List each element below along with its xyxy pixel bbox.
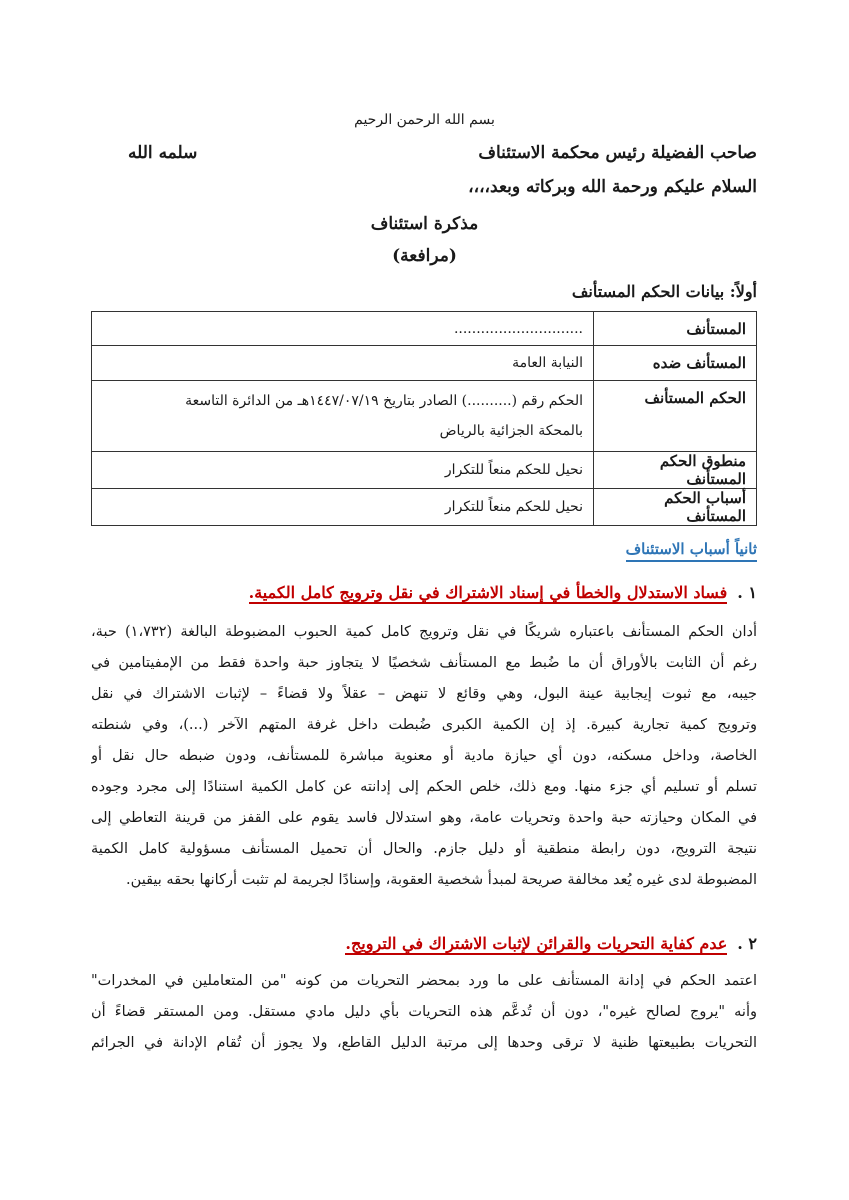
row-value: نحيل للحكم منعاً للتكرار: [92, 489, 594, 526]
reason-paragraph: [91, 617, 757, 896]
reason-paragraph: [91, 966, 757, 1059]
row-value: [92, 381, 594, 452]
memo-subtitle: (مرافعة): [392, 246, 457, 266]
greeting: السلام عليكم ورحمة الله وبركاته وبعد،،،،: [468, 177, 757, 197]
reason-title: فساد الاستدلال والخطأ في إسناد الاشتراك في نقل وترويج كامل الكمية.: [248, 583, 728, 602]
row-value-line: بالمحكة الجزائية بالرياض: [439, 423, 583, 439]
paragraph-line: تسلم أو تسليم أي جزء منها. ومع ذلك، خلص الحكم إلى إدانته عن كامل الكمية استنادًا إلى مجرد وجوده: [91, 779, 757, 795]
table-row: [92, 312, 757, 346]
basmala: بسم الله الرحمن الرحيم: [354, 112, 495, 128]
paragraph-line: التحريات بطبيعتها ظنية لا ترقى وحدها إلى مرتبة الدليل القاطع، ولا يجوز أن تُقام الإدانة في الجرائم: [91, 1035, 757, 1051]
row-label: أسباب الحكم المستأنف: [594, 489, 757, 526]
row-label: المستأنف ضده: [594, 346, 757, 381]
row-value: نحيل للحكم منعاً للتكرار: [92, 452, 594, 489]
row-value-line: الحكم رقم (..........) الصادر بتاريخ ١٤٤٧/٠٧/١٩هـ من الدائرة التاسعة: [185, 393, 583, 409]
paragraph-line: جيبه، مع ثبوت إيجابية عينة البول، وهي وقائع لا تنهض – عقلاً ولا قضاءً – لإثبات الاشتراك في نقل: [91, 686, 757, 702]
row-value: .............................: [92, 312, 594, 346]
reason-number: ٢ .: [737, 934, 757, 953]
paragraph-line: في المكان وحيازته حبة واحدة وتحريات عامة، وهو استدلال فاسد يقوم على القفز من قرينة التعاطي إلى: [91, 810, 757, 826]
paragraph-line: المضبوطة لدى غيره يُعد مخالفة صريحة لمبدأ شخصية العقوبة، وإسنادًا لجريمة لم تثبت أركانها بحقه بيقين.: [126, 872, 757, 888]
row-label: الحكم المستأنف: [594, 381, 757, 452]
table-row: [92, 452, 757, 489]
memo-title: مذكرة استئناف: [370, 214, 479, 234]
table-row: [92, 489, 757, 526]
section2-title: ثانياً أسباب الاستئناف: [626, 540, 757, 562]
row-value: النيابة العامة: [92, 346, 594, 381]
paragraph-line: نتيجة الترويج، دون رابطة منطقية أو دليل جازم. والحال أن تحميل المستأنف مسؤولية كامل الكمية: [91, 841, 757, 857]
row-label: المستأنف: [594, 312, 757, 346]
salutation-end: سلمه الله: [128, 143, 198, 163]
paragraph-line: الخاصة، وداخل مسكنه، دون أي حيازة مادية أو معنوية مباشرة للمستأنف، ودون ضبطه حال نقل أو: [91, 748, 757, 764]
paragraph-line: أدان الحكم المستأنف باعتباره شريكًا في نقل وترويج كامل كمية الحبوب المضبوطة البالغة (١،٧٣٢) حبة،: [91, 624, 757, 640]
reason-number: ١ .: [737, 583, 757, 602]
paragraph-line: رغم أن الثابت بالأوراق أن ما ضُبط مع المستأنف شخصيًا لا يتجاوز حبة واحدة فقط من الإمفيتامين في: [91, 655, 757, 671]
section1-title: أولاً: بيانات الحكم المستأنف: [571, 282, 757, 301]
judgment-info-table: [91, 311, 757, 526]
paragraph-line: اعتمد الحكم في إدانة المستأنف على ما ورد بمحضر التحريات من كونه "من المتعاملين في المخدرات": [91, 973, 757, 989]
row-label: منطوق الحكم المستأنف: [594, 452, 757, 489]
reason-heading: [345, 934, 757, 953]
reason-title: عدم كفاية التحريات والقرائن لإثبات الاشتراك في الترويج.: [345, 934, 728, 953]
paragraph-line: وأنه "يروج لصالح غيره"، دون أن تُدعَّم هذه التحريات بأي دليل مادي مستقل. ومن المستقر قضاءً أن: [91, 1004, 757, 1020]
table-row: [92, 346, 757, 381]
table-row: [92, 381, 757, 452]
reason-heading: [249, 583, 757, 602]
addressee: صاحب الفضيلة رئيس محكمة الاستئناف: [478, 143, 757, 163]
paragraph-line: وترويج كمية تجارية كبيرة. إذ إن الكمية الكبرى ضُبطت داخل غرفة المتهم الآخر (...)، وفي شنطته: [91, 717, 757, 733]
